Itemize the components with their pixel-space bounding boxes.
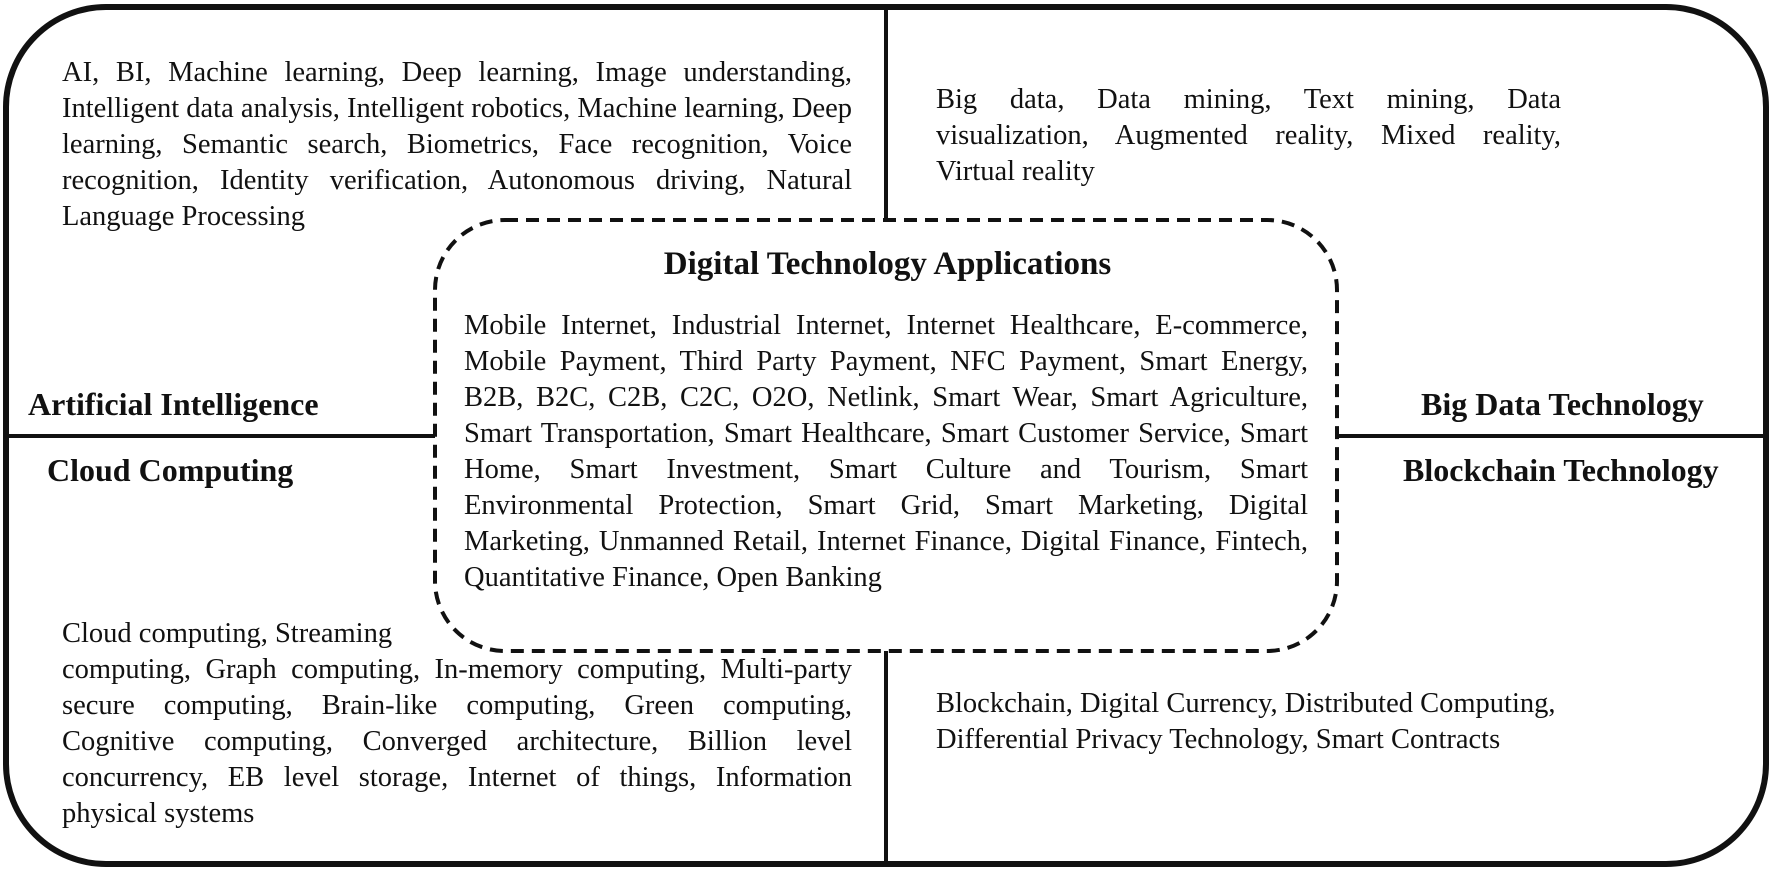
center-applications-text: Mobile Internet, Industrial Internet, Internet Healthcare, E-commerce, Mobile Payment, Third Party Payment, NFC Payment, Smart Energy, B2B, B2C, C2B, C2C, O2O, Netlink, Smart Wear, Smart Agriculture, Smart Transportation, Smart Healthcare, Smart Customer Service, Smart Home, Smart Investment, Smart Culture and Tourism, Smart Environmental Protection, Smart Grid, Smart Marketing, Digital Marketing, Unmanned Retail, Internet Finance, Digital Finance, Fintech, Quantitative Finance, Open Banking bbox=[464, 310, 1308, 593]
cloud-computing-technologies-text bbox=[62, 616, 852, 832]
label-artificial-intelligence: Artificial Intelligence bbox=[28, 386, 319, 422]
cloud-computing-text-first-line: Cloud computing, Streaming bbox=[62, 618, 393, 649]
center-title: Digital Technology Applications bbox=[663, 246, 1112, 282]
cloud-computing-text-rest: computing, Graph computing, In-memory computing, Multi-party secure computing, Brain-like computing, Green computing, Cognitive computing, Converged architecture, Billion level concurrency, EB level storage, Internet of things, Information physical systems bbox=[62, 654, 852, 829]
label-blockchain-technology: Blockchain Technology bbox=[1403, 452, 1719, 488]
ai-technologies-text: AI, BI, Machine learning, Deep learning, Image understanding, Intelligent data analysis, Intelligent robotics, Machine learning, Deep learning, Semantic search, Biometrics, Face recognition, Voice recognition, Identity verification, Autonomous driving, Natural Language Processing bbox=[62, 57, 852, 232]
blockchain-technologies-text: Blockchain, Digital Currency, Distributed Computing, Differential Privacy Technology, Smart Contracts bbox=[936, 688, 1556, 755]
label-big-data-technology: Big Data Technology bbox=[1421, 386, 1704, 422]
label-cloud-computing: Cloud Computing bbox=[47, 452, 294, 488]
big-data-technologies-text: Big data, Data mining, Text mining, Data visualization, Augmented reality, Mixed reality, Virtual reality bbox=[936, 84, 1561, 187]
